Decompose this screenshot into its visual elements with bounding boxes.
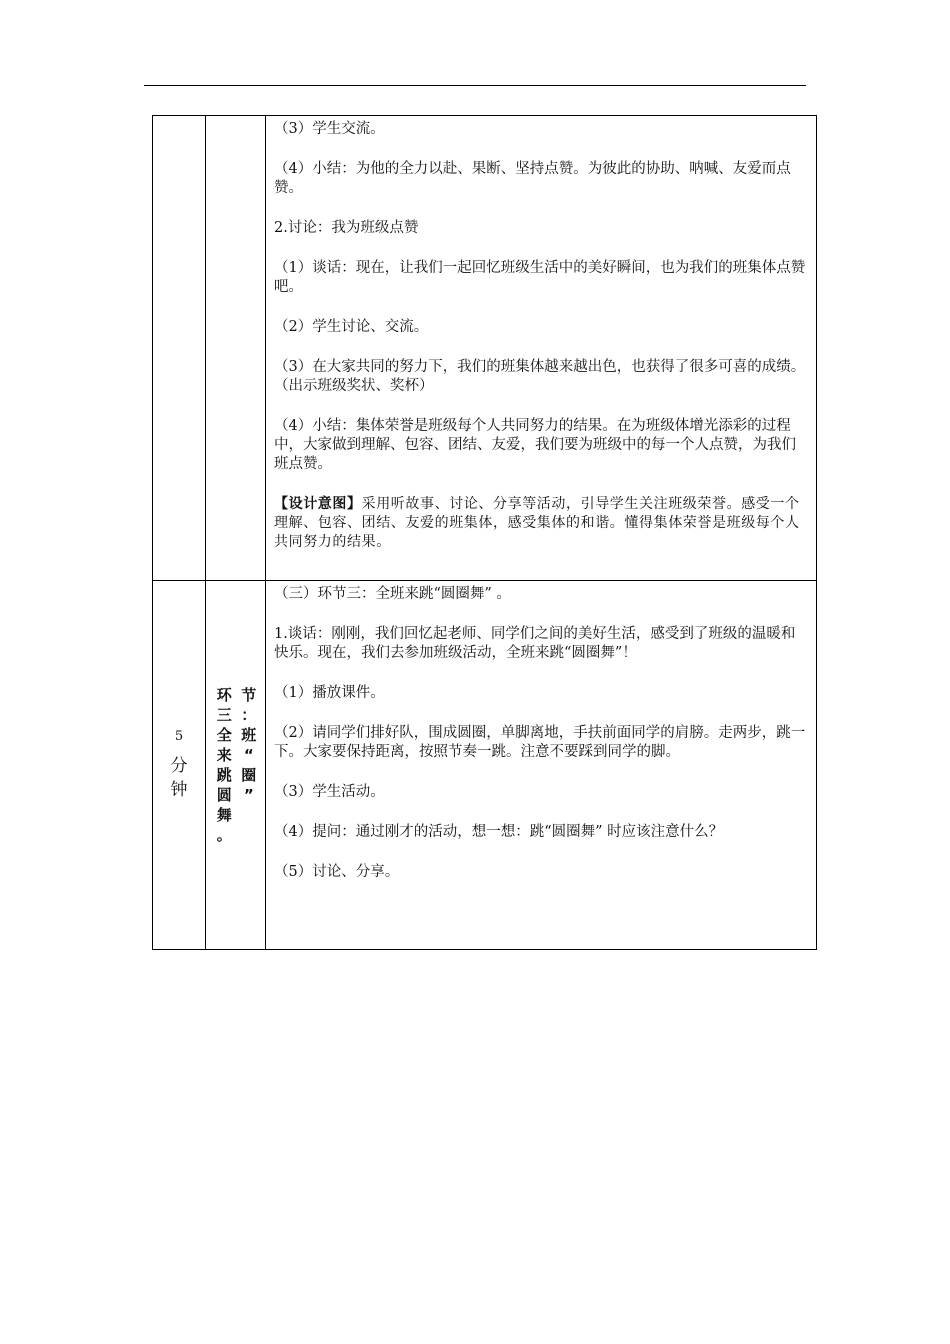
paragraph: （1）播放课件。 [274, 685, 385, 701]
stage-char: “ [243, 746, 254, 764]
paragraph: （三）环节三：全班来跳“圆圈舞” 。 [274, 586, 511, 602]
content-cell [266, 581, 817, 950]
stage-char: 舞 [216, 806, 232, 824]
paragraph: （2）请同学们排好队，围成圆圈，单脚离地，手扶前面同学的肩膀。走两步，跳一下。大家要保持距离，按照节奏一跳。注意不要踩到同学的脚。 [274, 725, 806, 760]
stage-cell [206, 116, 266, 581]
paragraph: （4）小结：为他的全力以赴、果断、坚持点赞。为彼此的协助、呐喊、友爱而点赞。 [274, 161, 791, 196]
design-intent-text: 采用听故事、讨论、分享等活动，引导学生关注班级荣誉。感受一个理解、包容、团结、友爱的班集体，感受集体的和谐。懂得集体荣誉是班级每个人共同努力的结果。 [274, 496, 800, 550]
table-row [153, 581, 817, 950]
time-cell [153, 116, 206, 581]
lesson-plan-table [152, 115, 817, 950]
stage-char: ” [243, 786, 254, 804]
content-cell [266, 116, 817, 581]
stage-char: 圈 [241, 766, 257, 784]
stage-char: 圆 [216, 786, 232, 804]
paragraph: （3）在大家共同的努力下，我们的班集体越来越出色，也获得了很多可喜的成绩。（出示班级奖状、奖杯） [274, 359, 806, 394]
stage-title [206, 685, 265, 845]
stage-char: 来 [216, 746, 232, 764]
paragraph: （5）讨论、分享。 [274, 864, 400, 880]
time-unit: 分 [170, 755, 188, 776]
stage-char: 节 [241, 686, 257, 704]
header-rule [144, 85, 806, 86]
paragraph: （3）学生活动。 [274, 784, 385, 800]
stage-char: 全 [216, 726, 232, 744]
time-number: 5 [174, 728, 184, 744]
design-intent-label: 【设计意图】 [274, 496, 362, 512]
paragraph: （3）学生交流。 [274, 121, 385, 137]
stage-char: 。 [216, 826, 232, 844]
paragraph: 1.谈话：刚刚，我们回忆起老师、同学们之间的美好生活，感受到了班级的温暖和快乐。现在，我们去参加班级活动，全班来跳“圆圈舞”！ [274, 626, 796, 661]
paragraph: （2）学生讨论、交流。 [274, 319, 429, 335]
paragraph: （1）谈话：现在，让我们一起回忆班级生活中的美好瞬间，也为我们的班集体点赞吧。 [274, 260, 806, 295]
paragraph: （4）小结：集体荣誉是班级每个人共同努力的结果。在为班级体增光添彩的过程中，大家做到理解、包容、团结、友爱，我们要为班级中的每一个人点赞，为我们班点赞。 [274, 418, 796, 472]
stage-char: 班 [241, 726, 257, 744]
stage-char [239, 825, 260, 845]
time-unit: 钟 [170, 779, 188, 800]
paragraph: （4）提问：通过刚才的活动，想一想：跳“圆圈舞” 时应该注意什么？ [274, 824, 724, 840]
stage-cell [206, 581, 266, 950]
table-row [153, 116, 817, 581]
stage-char: 跳 [216, 766, 232, 784]
stage-char: 环 [216, 686, 232, 704]
stage-char [239, 805, 260, 825]
stage-char: 三 [216, 706, 232, 724]
design-intent [274, 495, 808, 552]
time-cell [153, 581, 206, 950]
paragraph: 2.讨论：我为班级点赞 [274, 220, 419, 236]
stage-char: ： [241, 706, 257, 724]
